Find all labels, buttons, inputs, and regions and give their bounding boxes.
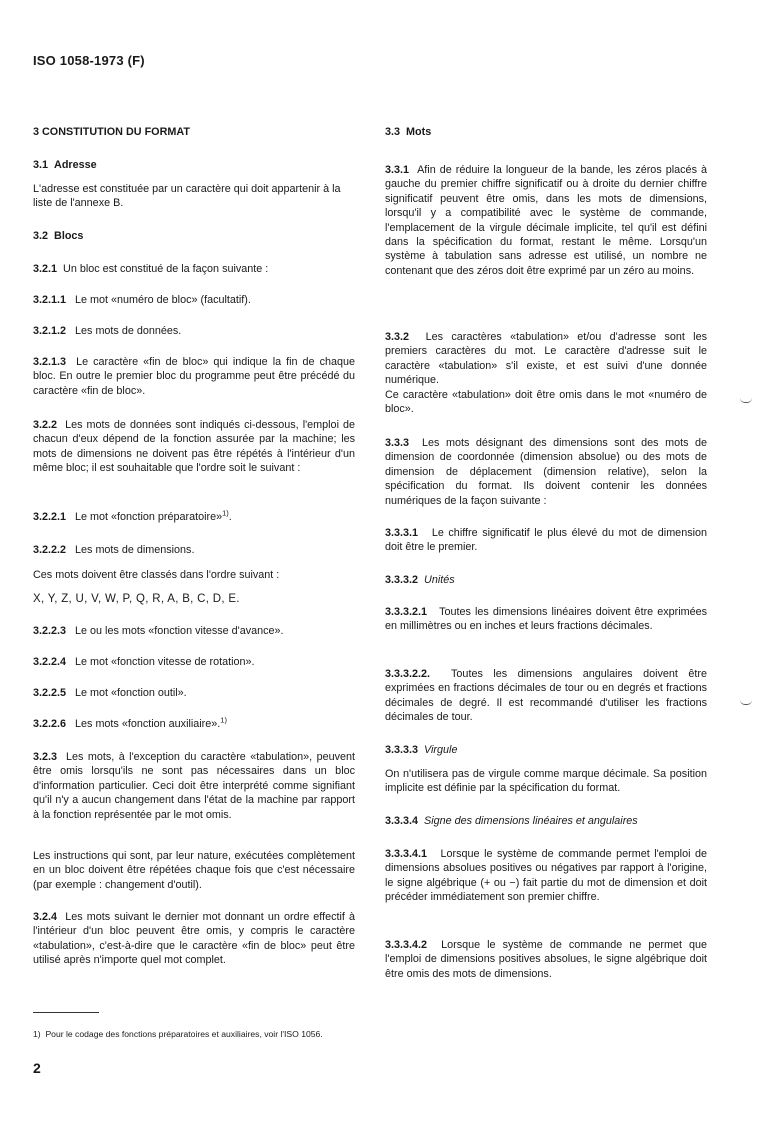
dimension-letter-list: X, Y, Z, U, V, W, P, Q, R, A, B, C, D, E. [33, 593, 240, 605]
paragraph-end: . [228, 511, 232, 523]
paragraph-3-2-2-5 [33, 686, 355, 700]
paragraph-text: Le ou les mots «fonction vitesse d'avance». [75, 625, 284, 637]
section-number: 3.2.1 [33, 263, 58, 275]
section-number: 3.2.2 [33, 419, 58, 431]
paragraph-text: Lorsque le système de commande permet l'emploi de dimensions absolues positives ou négatives par rapport à l'origine, le signe algébrique (+ ou −) fait partie du mot de dimension et doit précéder immédiatement son premier chiffre. [385, 848, 707, 904]
section-number: 3.2.2.6 [33, 718, 67, 730]
footnote-divider [33, 1012, 99, 1013]
paragraph: On n'utilisera pas de virgule comme marque décimale. Sa position implicite est définie par la spécification du format. [385, 768, 707, 795]
paragraph-text: Les mots de données sont indiqués ci-dessous, l'emploi de chacun d'eux dépend de la fonction assurée par la machine; les mots de dimensions ne doivent pas être répétés à l'intérieur d'un même bloc; il est souhaitable que l'ordre soit le suivant : [33, 419, 355, 475]
paragraph-3-3-2 [385, 330, 707, 388]
paragraph-3-3-3-1 [385, 526, 707, 555]
paragraph-3-2-2-2 [33, 543, 355, 557]
section-3-1-heading [33, 158, 355, 172]
section-number: 3.3.3.2.1 [385, 606, 428, 618]
paragraph-text: Le mot «fonction vitesse de rotation». [75, 656, 255, 668]
section-number: 3.2 [33, 230, 49, 242]
paragraph-3-2-3 [33, 750, 355, 822]
paragraph-text: Le mot «fonction outil». [75, 687, 187, 699]
paragraph-3-2-2-6 [33, 717, 355, 731]
section-number: 3.3.1 [385, 164, 410, 176]
paragraph-3-3-3-2-2 [385, 667, 707, 725]
paragraph-text: Les mots suivant le dernier mot donnant un ordre effectif à l'intérieur d'un bloc peuvent être omis, y compris le caractère «tabulation», c'est-à-dire que le caractère «fin de bloc» peut être utilisé après n'importe quel mot complet. [33, 911, 355, 967]
section-number: 3.3.3.1 [385, 527, 419, 539]
section-number: 3.3.3.4 [385, 815, 419, 827]
paragraph-text: Les mots de données. [75, 325, 182, 337]
paragraph: Les instructions qui sont, par leur nature, exécutées complètement en un bloc doivent être répétées chaque fois que c'est nécessaire (par exemple : changement d'outil). [33, 850, 355, 891]
paragraph-text: Les mots désignant des dimensions sont des mots de dimension de coordonnée (dimension absolue) ou des mots de dimension de déplacement (dimension relative), selon la spécification du format. Ils doivent contenir les données numériques de la façon suivante : [385, 437, 708, 507]
paragraph-text: Le caractère «fin de bloc» qui indique la fin de chaque bloc. En outre le premier bloc du programme peut être précédé du caractère «fin de bloc». [33, 356, 355, 397]
paragraph-text: Toutes les dimensions linéaires doivent être exprimées en millimètres ou en inches et leurs fractions décimales. [385, 606, 708, 633]
paragraph-text: Les mots «fonction auxiliaire». [75, 718, 221, 730]
paragraph-text: Afin de réduire la longueur de la bande, les zéros placés à gauche du premier chiffre significatif ou à droite du dernier chiffre significatif peuvent être omis, dans les mots de dimensions, lorsqu'il y a compatibilité avec le système de commande, l'emplacement de la virgule décimale implicite, tel qu'il est défini dans la spécification du format, restant le même. Lorsqu'un système à tabulation sans adresse est utilisé, un nombre ne contenant que des zéros doit être exprimé par un zéro au moins. [385, 164, 708, 277]
paragraph-text: Un bloc est constitué de la façon suivante : [63, 263, 269, 275]
section-number: 3.2.2.4 [33, 656, 67, 668]
paragraph-text: Le mot «numéro de bloc» (facultatif). [75, 294, 251, 306]
section-number: 3.3.3.4.1 [385, 848, 428, 860]
section-3-3-3-2-heading [385, 573, 707, 587]
paragraph-3-2-2-3 [33, 624, 355, 638]
paragraph-3-3-3-4-1 [385, 847, 707, 905]
section-title: Adresse [54, 159, 97, 171]
section-number: 3.2.1.1 [33, 294, 67, 306]
footnote-mark: 1) [33, 1029, 41, 1039]
section-title: Mots [406, 126, 432, 138]
section-number: 3.2.2.3 [33, 625, 67, 637]
margin-mark [740, 398, 752, 403]
paragraph-3-3-1 [385, 163, 707, 278]
footnote-reference: 1) [220, 715, 227, 725]
section-3-3-3-4-heading [385, 814, 707, 828]
section-number: 3.2.3 [33, 751, 58, 763]
section-number: 3.3 [385, 126, 401, 138]
section-3-3-heading [385, 125, 707, 139]
paragraph-3-3-3 [385, 436, 707, 508]
paragraph-3-3-3-2-1 [385, 605, 707, 634]
section-3-heading: 3 CONSTITUTION DU FORMAT [33, 126, 190, 138]
section-number: 3.1 [33, 159, 49, 171]
page-number: 2 [33, 1060, 41, 1076]
paragraph-text: Les mots de dimensions. [75, 544, 195, 556]
paragraph-text: Lorsque le système de commande ne permet que l'emploi de dimensions positives absolues, le signe algébrique doit être omis des mots de dimensions. [385, 939, 708, 980]
section-number: 3.2.2.5 [33, 687, 67, 699]
paragraph-3-2-1-1 [33, 293, 355, 307]
paragraph: L'adresse est constituée par un caractère qui doit appartenir à la liste de l'annexe B. [33, 183, 341, 210]
paragraph: Ce caractère «tabulation» doit être omis dans le mot «numéro de bloc». [385, 389, 707, 416]
paragraph-3-2-1 [33, 262, 355, 276]
footnote-text: Pour le codage des fonctions préparatoires et auxiliaires, voir l'ISO 1056. [45, 1029, 323, 1039]
section-title: Virgule [424, 744, 458, 756]
paragraph-text: Le chiffre significatif le plus élevé du mot de dimension doit être le premier. [385, 527, 708, 554]
paragraph-3-2-2-4 [33, 655, 355, 669]
section-3-3-3-3-heading [385, 743, 707, 757]
section-number: 3.2.1.2 [33, 325, 67, 337]
paragraph-text: Les mots, à l'exception du caractère «tabulation», peuvent être omis lorsqu'ils ne sont pas nécessaires dans un bloc d'information particulier. Ceci doit être interprété comme signifiant qu'il n'y a aucun changement dans l'état de la machine par rapport à la fonction représentée par le mot omis. [33, 751, 355, 821]
footnote-reference: 1) [222, 508, 229, 518]
paragraph-text: Le mot «fonction préparatoire» [75, 511, 223, 523]
paragraph-3-2-1-2 [33, 324, 355, 338]
section-number: 3.3.2 [385, 331, 410, 343]
paragraph-text: Les caractères «tabulation» et/ou d'adresse sont les premiers caractères du mot. Le caractère d'adresse suit le caractère «tabulation» s'il existe, et est suivi d'une donnée numérique. [385, 331, 707, 387]
paragraph-text: Toutes les dimensions angulaires doivent être exprimées en fractions décimales de tour ou en degrés et fractions décimales de degré. Il est recommandé d'utiliser les fractions décimales de tour. [385, 668, 707, 724]
section-number: 3.3.3.2.2. [385, 668, 431, 680]
section-number: 3.2.4 [33, 911, 58, 923]
paragraph-note: Ces mots doivent être classés dans l'ordre suivant : [33, 569, 280, 581]
margin-mark [740, 700, 752, 705]
section-number: 3.3.3.3 [385, 744, 419, 756]
section-number: 3.2.2.2 [33, 544, 67, 556]
section-number: 3.3.3 [385, 437, 410, 449]
section-number: 3.3.3.4.2 [385, 939, 428, 951]
section-number: 3.2.1.3 [33, 356, 67, 368]
document-id: ISO 1058-1973 (F) [33, 53, 145, 68]
paragraph-3-3-3-4-2 [385, 938, 707, 981]
section-number: 3.2.2.1 [33, 511, 67, 523]
section-title: Unités [424, 574, 455, 586]
section-number: 3.3.3.2 [385, 574, 419, 586]
paragraph-3-2-1-3 [33, 355, 355, 398]
footnote [33, 1029, 323, 1040]
section-3-2-heading [33, 229, 355, 243]
section-title: Blocs [54, 230, 84, 242]
section-title: Signe des dimensions linéaires et angulaires [424, 815, 638, 827]
paragraph-3-2-2 [33, 418, 355, 476]
paragraph-3-2-2-1 [33, 510, 355, 524]
paragraph-3-2-4 [33, 910, 355, 968]
